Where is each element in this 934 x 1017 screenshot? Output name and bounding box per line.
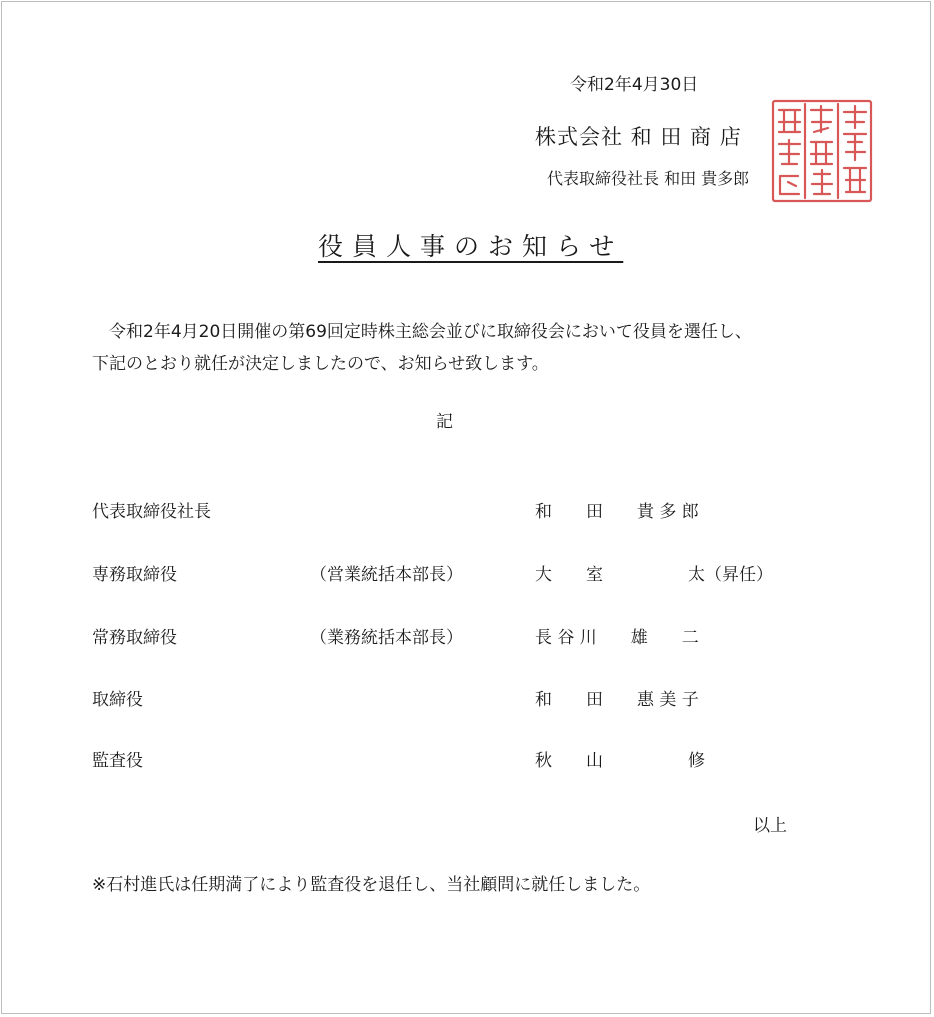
officer-title: 代表取締役社長: [92, 502, 211, 522]
officer-name: 和 田 貴 多 郎: [535, 502, 699, 522]
footnote: ※石村進氏は任期満了により監査役を退任し、当社顧問に就任しました。: [92, 875, 651, 895]
announcement-body: 令和2年4月20日開催の第69回定時株主総会並びに取締役会において役員を選任し、 下記のとおり就任が決定しましたので、お知らせ致します。: [92, 322, 752, 374]
company-name: 株式会社 和 田 商 店: [535, 125, 742, 149]
officer-title: 専務取締役: [92, 565, 177, 585]
officer-title: 監査役: [92, 751, 143, 771]
representative-name: 代表取締役社長 和田 貴多郎: [547, 169, 750, 188]
closing-mark: 以上: [753, 816, 787, 836]
officer-title: 常務取締役: [92, 628, 177, 648]
issue-date: 令和2年4月30日: [570, 75, 699, 95]
company-seal-stamp: [770, 98, 874, 204]
document-page: [1, 1, 931, 1014]
officer-name: 大 室 太（昇任）: [535, 565, 773, 585]
officer-dept: （業務統括本部長）: [310, 628, 463, 648]
officer-name: 和 田 惠 美 子: [535, 690, 699, 710]
document-title: 役員人事のお知らせ: [318, 232, 624, 261]
officer-name: 長 谷 川 雄 二: [535, 628, 699, 648]
officer-title: 取締役: [92, 690, 143, 710]
ki-marker: 記: [436, 412, 453, 432]
officer-name: 秋 山 修: [535, 751, 705, 771]
officer-dept: （営業統括本部長）: [310, 565, 463, 585]
